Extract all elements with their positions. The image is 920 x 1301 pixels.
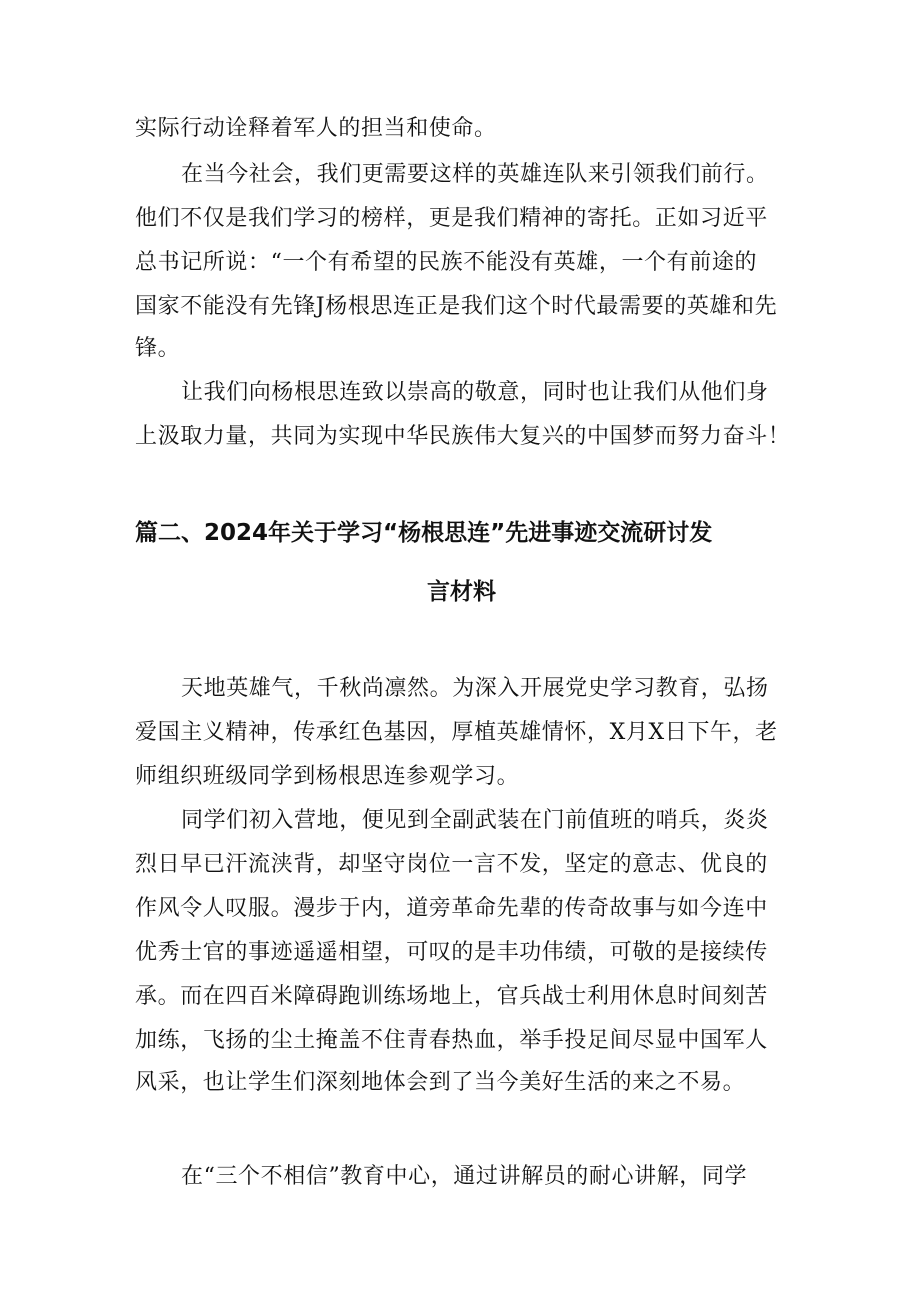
paragraph-line: 国家不能没有先锋J杨根思连正是我们这个时代最需要的英雄和先 — [135, 294, 778, 319]
paragraph-line: 他们不仅是我们学习的榜样，更是我们精神的寄托。正如习近平 — [135, 206, 768, 231]
paragraph-line: 总书记所说：“一个有希望的民族不能没有英雄，一个有前途的 — [135, 250, 758, 275]
paragraph-line: 优秀士官的事迹遥遥相望，可叹的是丰功伟绩，可敬的是接续传 — [135, 940, 768, 965]
paragraph-line: 锋。 — [135, 336, 181, 361]
paragraph-line: 师组织班级同学到杨根思连参观学习。 — [135, 764, 520, 789]
paragraph-line: 让我们向杨根思连致以崇高的敬意，同时也让我们从他们身 — [181, 380, 769, 405]
section-title-line-1: 篇二、2024年关于学习“杨根思连”先进事迹交流研讨发 — [135, 520, 713, 546]
paragraph-line: 实际行动诠释着军人的担当和使命。 — [135, 116, 497, 141]
paragraph-line: 上汲取力量，共同为实现中华民族伟大复兴的中国梦而努力奋斗！ — [135, 424, 791, 449]
paragraph-line: 同学们初入营地，便见到全副武装在门前值班的哨兵，炎炎 — [181, 808, 769, 833]
paragraph-line: 风采，也让学生们深刻地体会到了当今美好生活的来之不易。 — [135, 1070, 746, 1095]
paragraph-line: 爱国主义精神，传承红色基因，厚植英雄情怀，X月X日下午，老 — [135, 720, 778, 745]
paragraph-line: 在当今社会，我们更需要这样的英雄连队来引领我们前行。 — [181, 162, 769, 187]
paragraph-line: 烈日早已汗流浃背，却坚守岗位一言不发，坚定的意志、优良的 — [135, 852, 768, 877]
paragraph-line: 承。而在四百米障碍跑训练场地上，官兵战士利用休息时间刻苦 — [135, 984, 768, 1009]
paragraph-line: 天地英雄气，千秋尚凛然。为深入开展党史学习教育，弘扬 — [181, 676, 769, 701]
paragraph-line: 作风令人叹服。漫步于内，道旁革命先辈的传奇故事与如今连中 — [135, 896, 768, 921]
paragraph-line: 加练，飞扬的尘土掩盖不住青春热血，举手投足间尽显中国军人 — [135, 1028, 768, 1053]
section-title-line-2: 言材料 — [427, 579, 496, 605]
paragraph-line: 在“三个不相信”教育中心，通过讲解员的耐心讲解，同学 — [181, 1164, 748, 1189]
